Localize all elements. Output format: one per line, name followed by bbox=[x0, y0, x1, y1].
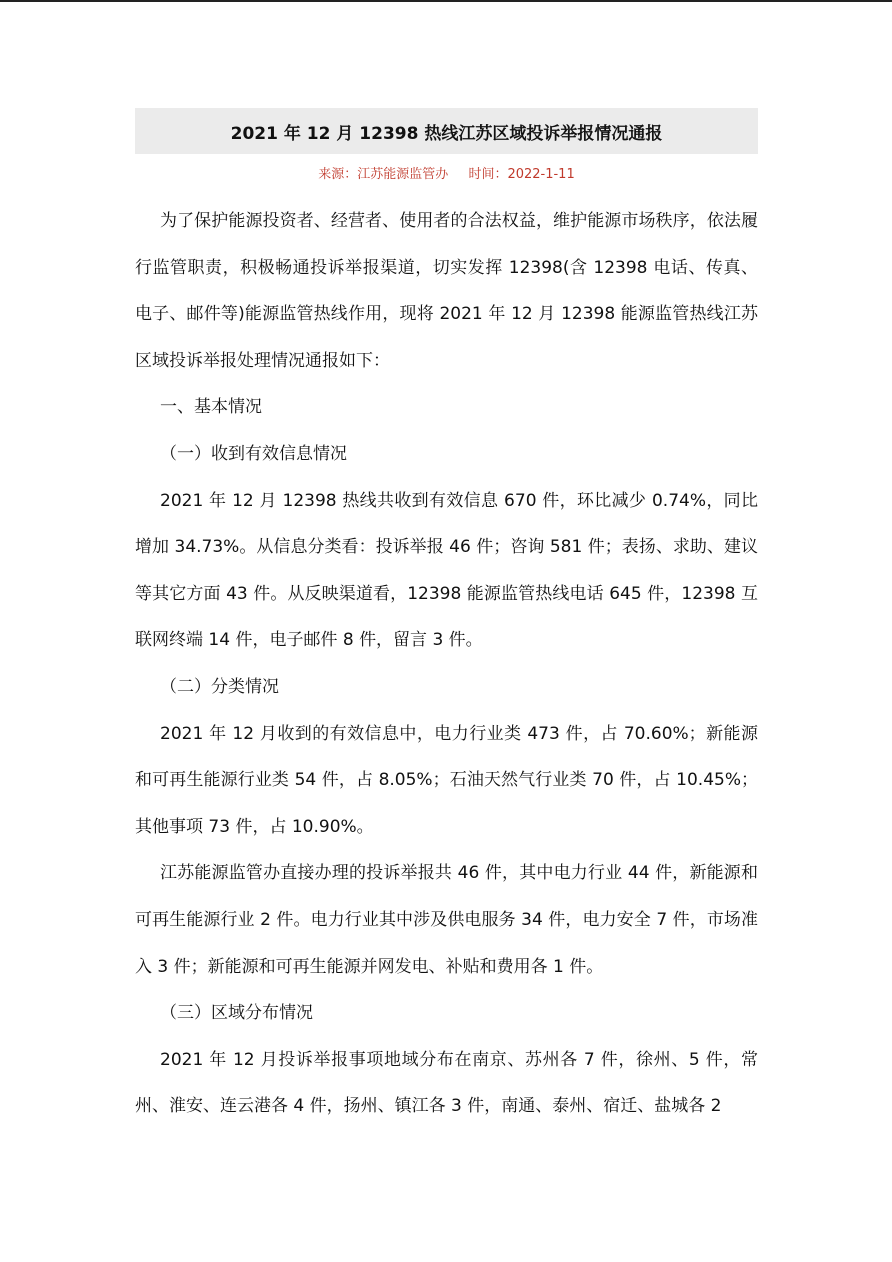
document-page bbox=[135, 108, 758, 1130]
date-label: 时间：2022-1-11 bbox=[468, 167, 575, 182]
paragraph-classification: 2021 年 12 月收到的有效信息中，电力行业类 473 件，占 70.60%；新能源和可再生能源行业类 54 件，占 8.05%；石油天然气行业类 70 件，占 10.45%；其他事项 73 件，占 10.90%。 bbox=[135, 723, 758, 837]
document-title: 2021 年 12 月 12398 热线江苏区域投诉举报情况通报 bbox=[135, 108, 758, 154]
source-label: 来源：江苏能源监管办 bbox=[318, 167, 449, 182]
subheading-valid-info: （一）收到有效信息情况 bbox=[160, 443, 347, 464]
paragraph-valid-info: 2021 年 12 月 12398 热线共收到有效信息 670 件，环比减少 0.74%，同比增加 34.73%。从信息分类看：投诉举报 46 件；咨询 581 件；表扬、求助、建议等其它方面 43 件。从反映渠道看，12398 能源监管热线电话 645 件，12398 互联网终端 14 件，电子邮件 8 件，留言 3 件。 bbox=[135, 490, 758, 651]
section-heading-basic: 一、基本情况 bbox=[160, 397, 262, 418]
paragraph-regional: 2021 年 12 月投诉举报事项地域分布在南京、苏州各 7 件，徐州、5 件，常州、淮安、连云港各 4 件，扬州、镇江各 3 件，南通、泰州、宿迁、盐城各 2 bbox=[135, 1049, 758, 1117]
paragraph-direct-handling: 江苏能源监管办直接办理的投诉举报共 46 件，其中电力行业 44 件，新能源和可再生能源行业 2 件。电力行业其中涉及供电服务 34 件，电力安全 7 件，市场准入 3 件；新能源和可再生能源并网发电、补贴和费用各 1 件。 bbox=[135, 863, 758, 977]
subheading-regional: （三）区域分布情况 bbox=[160, 1003, 313, 1024]
subheading-classification: （二）分类情况 bbox=[160, 676, 279, 697]
document-meta bbox=[135, 166, 758, 184]
document-body bbox=[135, 198, 758, 1130]
top-border bbox=[0, 0, 892, 2]
intro-paragraph: 为了保护能源投资者、经营者、使用者的合法权益，维护能源市场秩序，依法履行监管职责，积极畅通投诉举报渠道，切实发挥 12398(含 12398 电话、传真、电子、邮件等)能源监管热线作用，现将 2021 年 12 月 12398 能源监管热线江苏区域投诉举报处理情况通报如下： bbox=[135, 211, 758, 371]
